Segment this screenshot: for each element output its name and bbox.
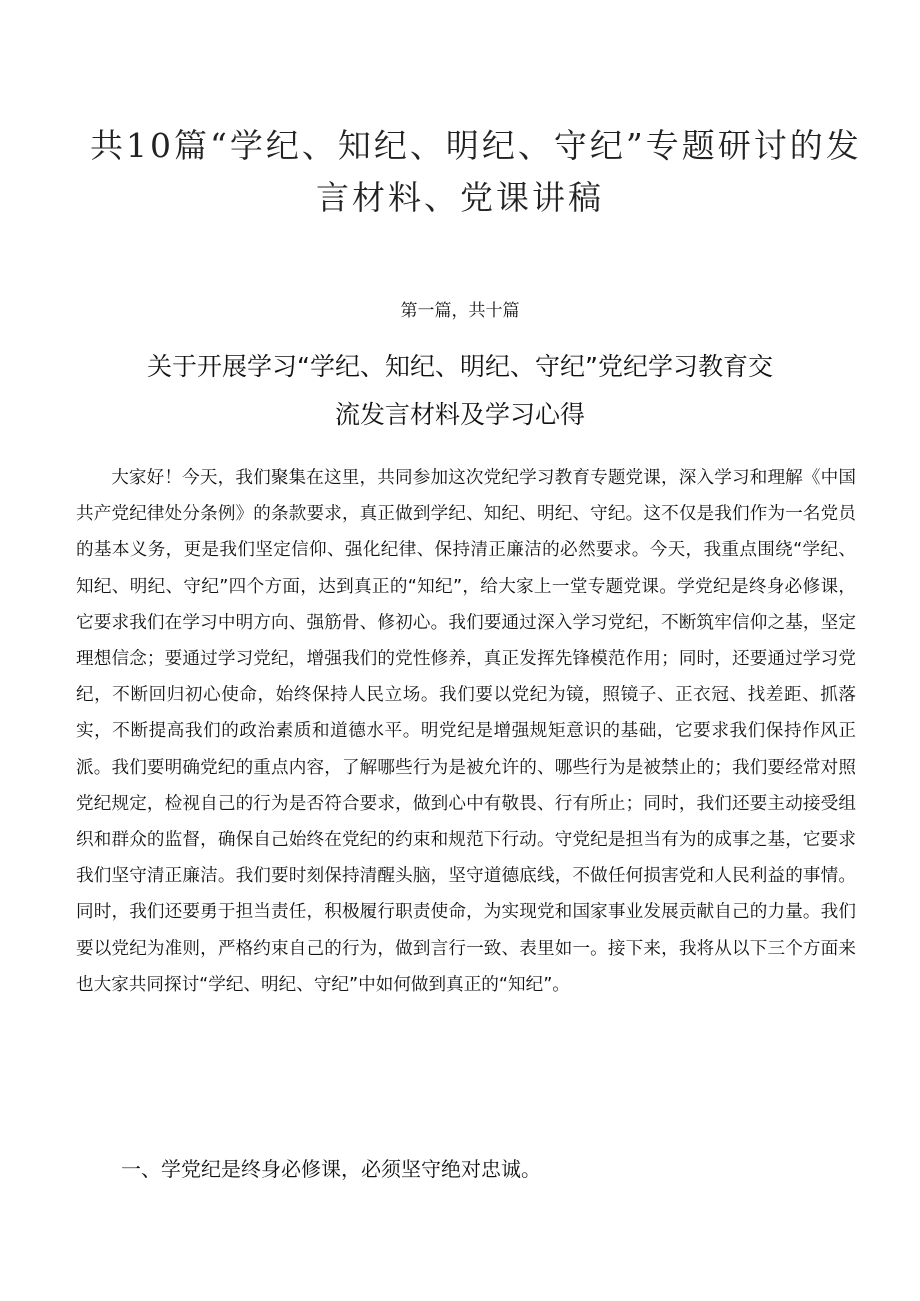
- section-title: [80, 343, 840, 439]
- section-title-line-1: 关于开展学习“学纪、知纪、明纪、守纪”党纪学习教育交: [147, 352, 773, 381]
- body-text: [76, 460, 856, 1003]
- document-title-line-2: 言材料、党课讲稿: [316, 178, 604, 217]
- part-label: 第一篇，共十篇: [400, 301, 520, 321]
- heading-one: 一、学党纪是终身必修课，必须坚守绝对忠诚。: [121, 1157, 541, 1181]
- document-title: [90, 120, 862, 224]
- document-title-line-1: 共10篇“学纪、知纪、明纪、守纪”专题研讨的发: [90, 126, 862, 165]
- body-paragraph: 大家好！今天，我们聚集在这里，共同参加这次党纪学习教育专题党课，深入学习和理解《中国共产党纪律处分条例》的条款要求，真正做到学纪、知纪、明纪、守纪。这不仅是我们作为一名党员的基本义务，更是我们坚定信仰、强化纪律、保持清正廉洁的必然要求。今天，我重点围绕“学纪、知纪、明纪、守纪”四个方面，达到真正的“知纪”，给大家上一堂专题党课。学党纪是终身必修课，它要求我们在学习中明方向、强筋骨、修初心。我们要通过深入学习党纪，不断筑牢信仰之基，坚定理想信念；要通过学习党纪，增强我们的党性修养，真正发挥先锋模范作用；同时，还要通过学习党纪，不断回归初心使命，始终保持人民立场。我们要以党纪为镜，照镜子、正衣冠、找差距、抓落实，不断提高我们的政治素质和道德水平。明党纪是增强规矩意识的基础，它要求我们保持作风正派。我们要明确党纪的重点内容，了解哪些行为是被允许的、哪些行为是被禁止的；我们要经常对照党纪规定，检视自己的行为是否符合要求，做到心中有敬畏、行有所止；同时，我们还要主动接受组织和群众的监督，确保自己始终在党纪的约束和规范下行动。守党纪是担当有为的成事之基，它要求我们坚守清正廉洁。我们要时刻保持清醒头脑，坚守道德底线，不做任何损害党和人民利益的事情。同时，我们还要勇于担当责任，积极履行职责使命，为实现党和国家事业发展贡献自己的力量。我们要以党纪为准则，严格约束自己的行为，做到言行一致、表里如一。接下来，我将从以下三个方面来也大家共同探讨“学纪、明纪、守纪”中如何做到真正的“知纪”。: [76, 468, 856, 995]
- section-title-line-2: 流发言材料及学习心得: [334, 400, 585, 429]
